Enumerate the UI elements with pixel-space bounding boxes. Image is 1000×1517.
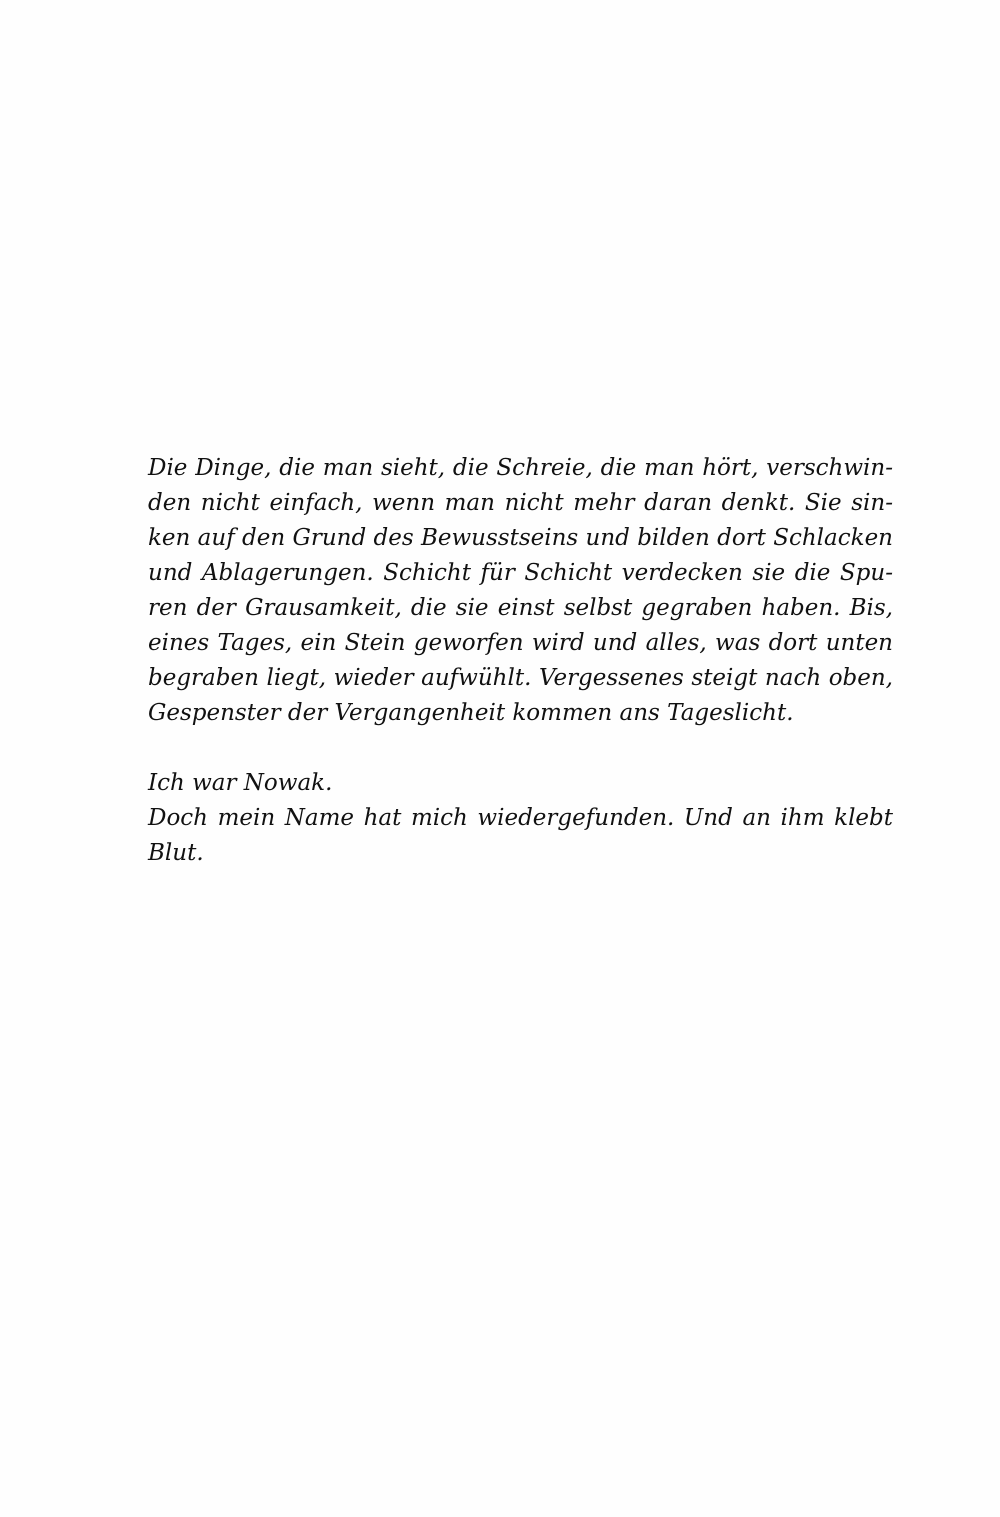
text-line: und Ablagerungen. Schicht für Schicht verdecken sie die Spu- xyxy=(148,560,893,586)
text-line: Doch mein Name hat mich wiedergefunden. Und an ihm klebt xyxy=(148,805,893,831)
paragraph-1 xyxy=(148,451,893,731)
paragraph-2 xyxy=(148,766,893,871)
paragraph-spacer xyxy=(148,731,893,766)
text-line: Die Dinge, die man sieht, die Schreie, die man hört, verschwin- xyxy=(148,455,893,481)
text-line: ren der Grausamkeit, die sie einst selbst gegraben haben. Bis, xyxy=(148,595,893,621)
text-line: ken auf den Grund des Bewusstseins und bilden dort Schlacken xyxy=(148,525,893,551)
text-line: Gespenster der Vergangenheit kommen ans Tageslicht. xyxy=(148,700,794,726)
text-line: den nicht einfach, wenn man nicht mehr daran denkt. Sie sin- xyxy=(148,490,893,516)
text-line: begraben liegt, wieder aufwühlt. Vergessenes steigt nach oben, xyxy=(148,665,893,691)
text-line: eines Tages, ein Stein geworfen wird und alles, was dort unten xyxy=(148,630,893,656)
page-text xyxy=(148,451,893,871)
text-line: Blut. xyxy=(148,840,204,866)
text-line: Ich war Nowak. xyxy=(148,770,333,796)
